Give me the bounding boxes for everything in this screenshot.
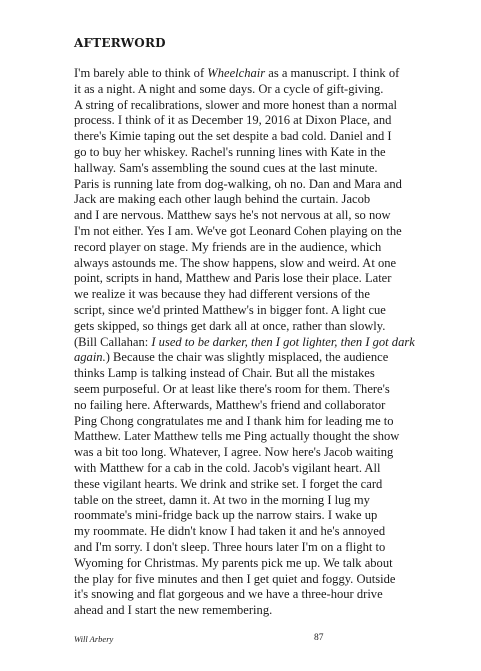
text-segment: we realize it was because they had different versions of the — [74, 287, 370, 302]
text-line — [74, 493, 454, 509]
section-heading: AFTERWORD — [74, 36, 166, 50]
text-line — [74, 540, 454, 556]
text-segment: the play for five minutes and then I get quiet and foggy. Outside — [74, 571, 396, 586]
text-line — [74, 335, 454, 351]
text-segment: point, scripts in hand, Matthew and Paris lose their place. Later — [74, 271, 392, 286]
text-segment: it's snowing and flat gorgeous and we have a three-hour drive — [74, 587, 383, 602]
text-segment: I'm barely able to think of — [74, 66, 208, 80]
text-segment: Ping Chong congratulates me and I thank him for leading me to — [74, 413, 394, 428]
afterword-paragraph — [74, 66, 454, 619]
text-line — [74, 192, 454, 208]
text-line — [74, 461, 454, 477]
text-line — [74, 477, 454, 493]
text-line — [74, 240, 454, 256]
text-line — [74, 224, 454, 240]
text-line — [74, 414, 454, 430]
text-segment: gets skipped, so things get dark all at once, rather than slowly. — [74, 318, 386, 333]
text-line — [74, 366, 454, 382]
text-segment: with Matthew for a cab in the cold. Jacob's vigilant heart. All — [74, 460, 381, 475]
text-segment: seem purposeful. Or at least like there's room for them. There's — [74, 381, 390, 396]
text-line — [74, 98, 454, 114]
text-segment: Paris is running late from dog-walking, oh no. Dan and Mara and — [74, 176, 402, 191]
text-line — [74, 382, 454, 398]
text-line — [74, 208, 454, 224]
footer-author: Will Arbery — [74, 634, 114, 644]
text-line — [74, 524, 454, 540]
text-line — [74, 303, 454, 319]
text-segment: Matthew. Later Matthew tells me Ping actually thought the show — [74, 429, 400, 444]
text-line — [74, 319, 454, 335]
text-line — [74, 572, 454, 588]
italic-text: Wheelchair — [207, 66, 266, 80]
text-line — [74, 603, 454, 619]
text-segment: as a manuscript. I think of — [265, 66, 400, 80]
text-segment: was a bit too long. Whatever, I agree. Now here's Jacob waiting — [74, 445, 394, 460]
text-line — [74, 398, 454, 414]
text-line — [74, 350, 454, 366]
text-line — [74, 82, 454, 98]
text-segment: my roommate. He didn't know I had taken it and he's annoyed — [74, 524, 386, 539]
text-segment: record player on stage. My friends are in the audience, which — [74, 239, 382, 254]
text-segment: these vigilant hearts. We drink and strike set. I forget the card — [74, 476, 383, 491]
text-line — [74, 256, 454, 272]
text-segment: it as a night. A night and some days. Or a cycle of gift-giving. — [74, 81, 384, 96]
text-line — [74, 161, 454, 177]
text-line — [74, 508, 454, 524]
text-segment: hallway. Sam's assembling the sound cues at the last minute. — [74, 160, 378, 175]
text-line — [74, 129, 454, 145]
text-segment: and I'm sorry. I don't sleep. Three hours later I'm on a flight to — [74, 539, 386, 554]
text-line — [74, 177, 454, 193]
text-line — [74, 287, 454, 303]
italic-text: I used to be darker, then I got lighter, then I got dark — [151, 334, 415, 349]
text-segment: Jack are making each other laugh behind the curtain. Jacob — [74, 192, 371, 207]
text-line — [74, 445, 454, 461]
text-segment: and I are nervous. Matthew says he's not nervous at all, so now — [74, 208, 391, 223]
text-line — [74, 66, 454, 82]
page-number: 87 — [314, 633, 324, 643]
text-segment: Wyoming for Christmas. My parents pick me up. We talk about — [74, 555, 393, 570]
text-line — [74, 556, 454, 572]
text-line — [74, 145, 454, 161]
text-segment: thinks Lamp is talking instead of Chair. But all the mistakes — [74, 366, 375, 381]
text-segment: ahead and I start the new remembering. — [74, 603, 273, 618]
text-segment: there's Kimie taping out the set despite a bad cold. Daniel and I — [74, 129, 392, 144]
italic-text: again. — [74, 350, 106, 365]
text-line — [74, 271, 454, 287]
text-segment: process. I think of it as December 19, 2016 at Dixon Place, and — [74, 113, 392, 128]
text-segment: go to buy her whiskey. Rachel's running lines with Kate in the — [74, 144, 386, 159]
text-line — [74, 429, 454, 445]
text-segment: (Bill Callahan: — [74, 334, 152, 349]
text-segment: roommate's mini-fridge back up the narrow stairs. I wake up — [74, 508, 378, 523]
text-line — [74, 113, 454, 129]
text-segment: I'm not either. Yes I am. We've got Leonard Cohen playing on the — [74, 223, 402, 238]
text-segment: table on the street, damn it. At two in the morning I lug my — [74, 492, 370, 507]
text-line — [74, 587, 454, 603]
text-segment: always astounds me. The show happens, slow and weird. At one — [74, 255, 397, 270]
text-segment: script, since we'd printed Matthew's in bigger font. A light cue — [74, 302, 386, 317]
text-segment: ) Because the chair was slightly misplaced, the audience — [105, 350, 389, 365]
text-segment: A string of recalibrations, slower and more honest than a normal — [74, 97, 397, 112]
text-segment: no failing here. Afterwards, Matthew's friend and collaborator — [74, 397, 386, 412]
